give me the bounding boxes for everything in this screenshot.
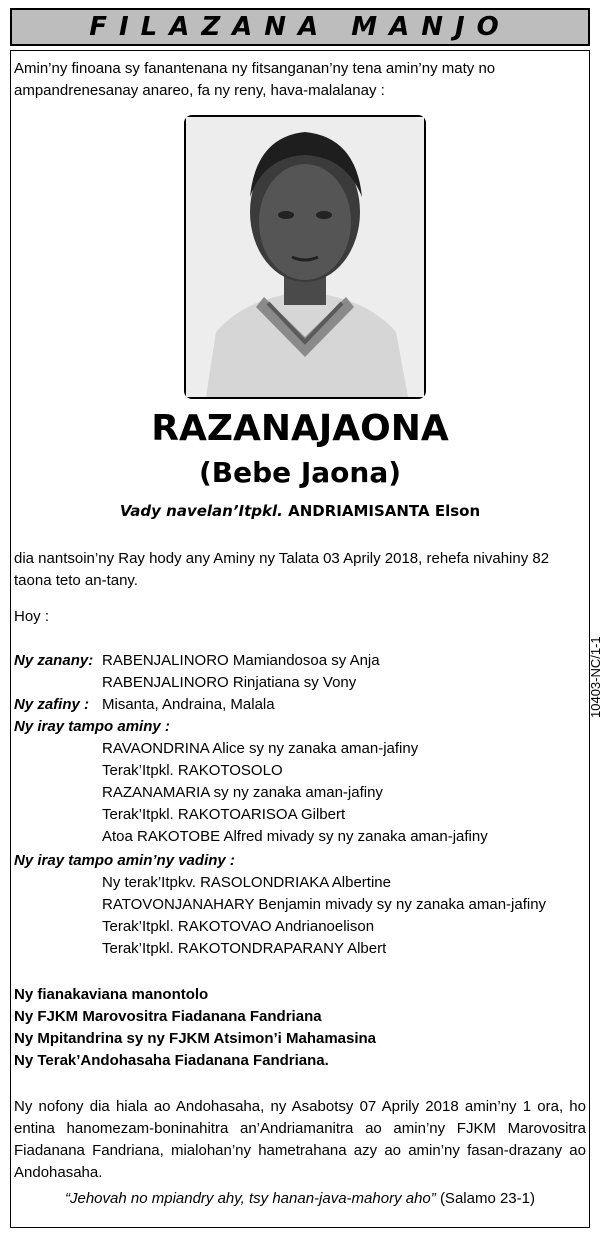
deceased-name: RAZANAJAONA xyxy=(151,408,449,449)
spouse-sibling-item: RATOVONJANAHARY Benjamin mivady sy ny zanaka aman-jafiny xyxy=(102,896,547,913)
header-banner xyxy=(10,8,590,46)
child-item: RABENJALINORO Rinjatiana sy Vony xyxy=(102,674,357,691)
siblings-row: Ny iray tampo aminy : xyxy=(14,718,170,735)
spouse-prefix: Vady navelan’Itpkl. xyxy=(119,502,283,520)
ad-code: 10403-NC/1-1 xyxy=(588,636,603,718)
death-notice: dia nantsoin’ny Ray hody any Aminy ny Talata 03 Aprily 2018, rehefa nivahiny 82 taona teto an-tany. xyxy=(14,550,550,589)
portrait-icon xyxy=(186,117,424,397)
spouse-name: ANDRIAMISANTA Elson xyxy=(288,502,481,520)
sibling-item: Terak’Itpkl. RAKOTOARISOA Gilbert xyxy=(102,806,346,823)
hoy-label: Hoy : xyxy=(14,608,50,625)
verse-quote: “Jehovah no mpiandry ahy, tsy hanan-java-mahory aho” xyxy=(65,1190,436,1207)
child-item: RABENJALINORO Mamiandosoa sy Anja xyxy=(102,652,380,669)
intro-text: Amin’ny finoana sy fanantenana ny fitsanganan’ny tena amin’ny maty no ampandrenesanay anareo, fa ny reny, hava-malalanay : xyxy=(14,60,496,99)
organization-item: Ny fianakaviana manontolo xyxy=(14,986,209,1003)
sibling-item: Terak’Itpkl. RAKOTOSOLO xyxy=(102,762,283,779)
spouse-sibling-item: Terak’Itpkl. RAKOTONDRAPARANY Albert xyxy=(102,940,387,957)
bible-verse xyxy=(0,1188,600,1210)
burial-notice: Ny nofony dia hiala ao Andohasaha, ny Asabotsy 07 Aprily 2018 amin’ny 1 ora, ho entina hanomezam-boninahitra an’Andriamanitra ao amin’ny FJKM Marovositra Fiadanana Fandriana, mialohan’ny hametrahana azy ao amin’ny fasan-drazany ao Andohasaha. xyxy=(14,1098,586,1181)
children-label: Ny zanany xyxy=(14,652,89,669)
spouse-sibling-item: Terak’Itpkl. RAKOTOVAO Andrianoelison xyxy=(102,918,375,935)
spouse-siblings-label: Ny iray tampo amin’ny vadiny xyxy=(14,852,226,869)
portrait-photo xyxy=(184,115,426,399)
grandchildren-row: Ny zafiny : xyxy=(14,696,90,713)
organization-item: Ny Terak’Andohasaha Fiadanana Fandriana. xyxy=(14,1052,329,1069)
siblings-label: Ny iray tampo aminy xyxy=(14,718,161,735)
spouse-sibling-item: Ny terak’Itpkv. RASOLONDRIAKA Albertine xyxy=(102,874,391,891)
spouse-siblings-row: Ny iray tampo amin’ny vadiny : xyxy=(14,852,235,869)
organization-item: Ny Mpitandrina sy ny FJKM Atsimon’i Mahamasina xyxy=(14,1030,377,1047)
sibling-item: Atoa RAKOTOBE Alfred mivady sy ny zanaka aman-jafiny xyxy=(102,828,488,845)
spouse-line xyxy=(0,502,600,520)
grandchildren-value: Misanta, Andraina, Malala xyxy=(102,696,275,713)
children-row: Ny zanany: xyxy=(14,652,94,669)
deceased-nickname: (Bebe Jaona) xyxy=(198,456,402,489)
sibling-item: RAVAONDRINA Alice sy ny zanaka aman-jafiny xyxy=(102,740,419,757)
sibling-item: RAZANAMARIA sy ny zanaka aman-jafiny xyxy=(102,784,383,801)
header-title: FILAZANA MANJO xyxy=(89,12,511,42)
grandchildren-label: Ny zafiny xyxy=(14,696,80,713)
organization-item: Ny FJKM Marovositra Fiadanana Fandriana xyxy=(14,1008,322,1025)
verse-reference: (Salamo 23-1) xyxy=(439,1190,535,1207)
